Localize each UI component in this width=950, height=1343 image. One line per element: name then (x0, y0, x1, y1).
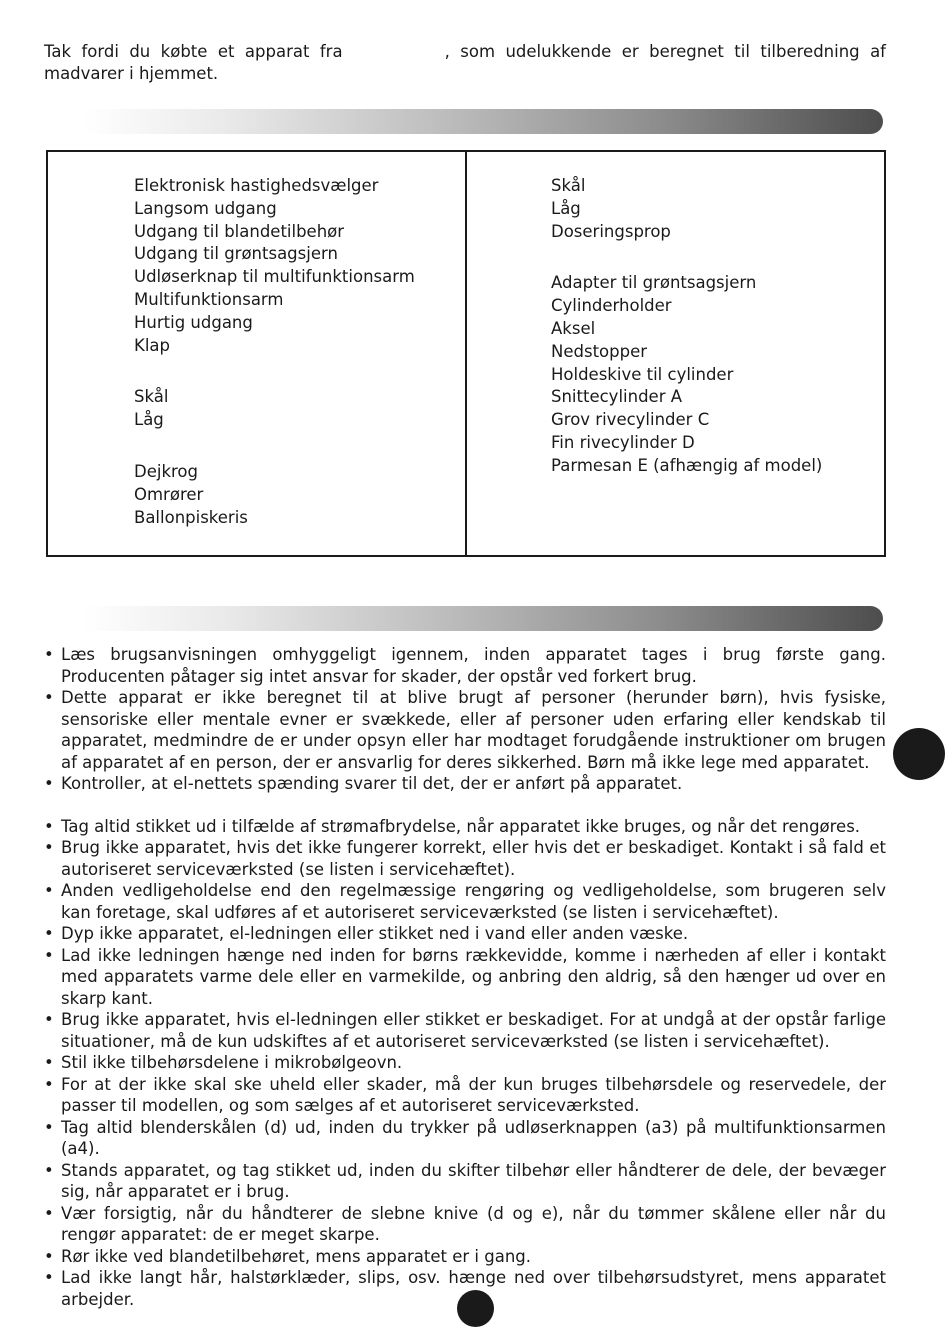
part-item: Omrører (134, 484, 204, 504)
parts-group (134, 461, 415, 529)
page-number-marker (457, 1290, 494, 1327)
language-tab-marker (893, 728, 945, 780)
part-item: Nedstopper (551, 341, 648, 361)
parts-group (551, 272, 822, 477)
part-item: Udgang til blandetilbehør (134, 221, 345, 241)
safety-item: • Dette apparat er ikke beregnet til at blive brugt af personer (herunder børn), hvis fysiske, sensoriske eller mentale evner er svækkede, eller af personer uden erfaring eller kendskab til apparatet, medmindre de er under opsyn eller har modtaget forudgående instruktioner om brugen af apparatet af en person, der er ansvarlig for deres sikkerhed. Børn må ikke lege med apparatet. (44, 687, 886, 773)
part-item: Låg (134, 410, 164, 430)
safety-instructions-list (44, 644, 886, 1310)
safety-item: • Vær forsigtig, når du håndterer de slebne knive (d og e), når du tømmer skålene eller når du rengør apparatet: de er meget skarpe. (44, 1203, 886, 1246)
part-item: Udløserknap til multifunktionsarm (134, 267, 415, 287)
part-item: Doseringsprop (551, 221, 671, 241)
parts-group (134, 386, 415, 432)
part-item: Adapter til grøntsagsjern (551, 273, 757, 293)
safety-item: • Lad ikke ledningen hænge ned inden for børns rækkevidde, komme i nærheden af eller i kontakt med apparatets varme dele eller en varmekilde, og anbring den aldrig, så den hænger ud over en skarp kant. (44, 945, 886, 1010)
part-item: Aksel (551, 318, 596, 338)
parts-group (134, 175, 415, 357)
safety-item: • Lad ikke langt hår, halstørklæder, slips, osv. hænge ned over tilbehørsudstyret, mens apparatet arbejder. (44, 1267, 886, 1310)
section-header-bar-description (84, 109, 883, 134)
part-item: Ballonpiskeris (134, 507, 248, 527)
safety-item: • Stands apparatet, og tag stikket ud, inden du skifter tilbehør eller håndterer de dele, der bevæger sig, når apparatet er i brug. (44, 1160, 886, 1203)
safety-item: • Stil ikke tilbehørsdelene i mikrobølgeovn. (44, 1052, 886, 1074)
part-item: Klap (134, 335, 170, 355)
part-item: Låg (551, 198, 581, 218)
intro-text-after: , som udelukkende er beregnet til tilberedning af madvarer i hjemmet. (44, 42, 886, 83)
parts-group (551, 175, 822, 243)
part-item: Elektronisk hastighedsvælger (134, 176, 379, 195)
part-item: Dejkrog (134, 461, 198, 481)
part-item: Grov rivecylinder C (551, 410, 710, 430)
part-item: Parmesan E (afhængig af model) (551, 455, 823, 475)
part-item: Cylinderholder (551, 296, 672, 316)
safety-item: • Brug ikke apparatet, hvis el-ledningen eller stikket er beskadiget. For at undgå at der opstår farlige situationer, må de kun udskiftes af et autoriseret serviceværksted (se listen i servicehæftet). (44, 1009, 886, 1052)
safety-item: • Tag altid blenderskålen (d) ud, inden du trykker på udløserknappen (a3) på multifunktionsarmen (a4). (44, 1117, 886, 1160)
intro-text-before: Tak fordi du købte et apparat fra (44, 42, 343, 61)
part-item: Skål (551, 176, 586, 195)
safety-item: • Rør ikke ved blandetilbehøret, mens apparatet er i gang. (44, 1246, 886, 1268)
safety-item: • Anden vedligeholdelse end den regelmæssige rengøring og vedligeholdelse, som brugeren selv kan foretage, skal udføres af et autoriseret serviceværksted (se listen i servicehæftet). (44, 880, 886, 923)
safety-item: • Læs brugsanvisningen omhyggeligt igennem, inden apparatet tages i brug første gang. Producenten påtager sig intet ansvar for skader, der opstår ved forkert brug. (44, 644, 886, 687)
column-divider (465, 152, 467, 555)
part-item: Langsom udgang (134, 198, 277, 218)
part-item: Hurtig udgang (134, 312, 253, 332)
parts-right-column (551, 175, 822, 507)
parts-left-column (134, 175, 415, 558)
safety-item: • Dyp ikke apparatet, el-ledningen eller stikket ned i vand eller anden væske. (44, 923, 886, 945)
part-item: Multifunktionsarm (134, 289, 284, 309)
part-item: Skål (134, 387, 169, 407)
safety-item: • Tag altid stikket ud i tilfælde af strømafbrydelse, når apparatet ikke bruges, og når det rengøres. (44, 816, 886, 838)
section-header-bar-safety (84, 606, 883, 631)
intro-paragraph (44, 41, 886, 85)
safety-item: • Kontroller, at el-nettets spænding svarer til det, der er anført på apparatet. (44, 773, 886, 795)
part-item: Udgang til grøntsagsjern (134, 244, 338, 264)
part-item: Holdeskive til cylinder (551, 364, 734, 384)
safety-item: • Brug ikke apparatet, hvis det ikke fungerer korrekt, eller hvis det er beskadiget. Kontakt i så fald et autoriseret serviceværksted (se listen i servicehæftet). (44, 837, 886, 880)
part-item: Fin rivecylinder D (551, 432, 695, 452)
parts-list-box (46, 150, 886, 557)
part-item: Snittecylinder A (551, 387, 683, 407)
safety-item: • For at der ikke skal ske uheld eller skader, må der kun bruges tilbehørsdele og reservedele, der passer til modellen, og som sælges af et autoriseret serviceværksted. (44, 1074, 886, 1117)
